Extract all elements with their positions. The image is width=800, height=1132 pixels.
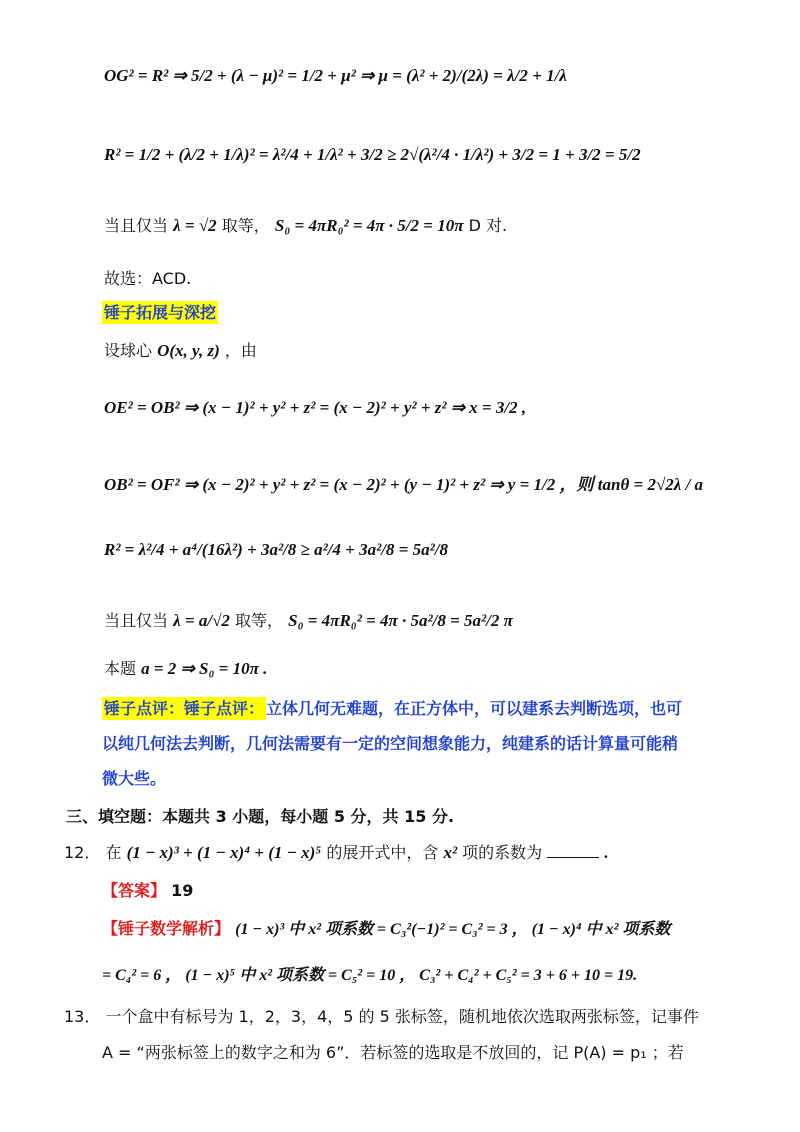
text: 取等， [221,216,270,235]
math: O(x, y, z) [157,341,220,360]
equation-text: OG² = R² ⇒ 5/2 + (λ − μ)² = 1/2 + μ² ⇒ μ = (λ² + 2)/(2λ) = λ/2 + 1/λ [104,66,567,85]
text: 在 [105,843,122,862]
answer-line [102,878,193,901]
analysis-line-1 [102,916,670,939]
question-number: 13． [64,1007,101,1026]
math: a = 2 ⇒ S₀ = 10π . [141,659,268,678]
equation-text: OB² = OF² ⇒ (x − 2)² + y² + z² = (x − 2)² + (y − 1)² + z² ⇒ y = 1/2 ，则 tanθ = 2√2λ / a [104,475,704,494]
section-heading-text: 三、填空题：本题共 3 小题，每小题 5 分，共 15 分. [66,807,455,826]
text: ，由 [224,341,257,360]
text: 设球心 [104,341,153,360]
review-line-1 [102,696,682,719]
equation-line-2 [104,145,641,165]
math: λ = a/√2 [173,611,230,630]
equation-line-6 [104,398,526,418]
text: 项的系数为 [462,843,543,862]
analysis-label: 【锤子数学解析】 [102,919,231,938]
equation-line-8 [104,540,448,560]
math: S₀ = 4πR₀² = 4π · 5a²/8 = 5a²/2 π [288,611,513,630]
section-3-heading [66,804,454,827]
equation-text: R² = λ²/4 + a⁴/(16λ²) + 3a²/8 ≥ a²/4 + 3a²/8 = 5a²/8 [104,540,448,559]
review-text: 立体几何无难题，在正方体中，可以建系去判断选项，也可 [266,699,683,718]
text: D 对. [468,216,508,235]
review-line-3 [102,766,166,789]
equation-text: OE² = OB² ⇒ (x − 1)² + y² + z² = (x − 2)² + y² + z² ⇒ x = 3/2 , [104,398,527,417]
heading-text: 锤子拓展与深挖 [104,303,217,322]
equality-condition-line-2 [104,608,513,631]
text: 当且仅当 [104,216,169,235]
analysis-text: (1 − x)³ 中 x² 项系数 = C₃²(−1)² = C₃² = 3 ， (1 − x)⁴ 中 x² 项系数 [235,921,671,938]
answer-label: 【答案】 [102,881,167,900]
analysis-line-2 [102,962,637,985]
question-number: 12． [64,843,101,862]
equation-text: R² = 1/2 + (λ/2 + 1/λ)² = λ²/4 + 1/λ² + 3/2 ≥ 2√(λ²/4 · 1/λ²) + 3/2 = 1 + 3/2 = 5/2 [104,145,641,164]
review-label: 锤子点评：锤子点评： [104,699,265,718]
review-text: 以纯几何法去判断，几何法需要有一定的空间想象能力，纯建系的话计算量可能稍 [102,734,679,753]
sphere-center-line [104,338,257,361]
text: . [604,843,609,862]
question-12 [64,840,609,863]
review-line-2 [102,731,678,754]
math: x² [443,843,458,862]
text: 取等， [235,611,284,630]
question-13-line-2 [102,1040,684,1063]
equation-line-1 [104,66,567,86]
equality-condition-line [104,213,507,236]
equation-line-7 [104,470,703,495]
this-problem-line [104,656,267,679]
text: 当且仅当 [104,611,169,630]
text: 的展开式中，含 [326,843,439,862]
question-text: A = “两张标签上的数字之和为 6”．若标签的选取是不放回的，记 P(A) = p₁ ；若 [102,1043,684,1062]
text: 故选：ACD. [104,269,192,288]
math: (1 − x)³ + (1 − x)⁴ + (1 − x)⁵ [126,843,322,862]
question-13-line-1 [64,1004,699,1027]
math: S₀ = 4πR₀² = 4π · 5/2 = 10π [274,216,464,235]
text: 本题 [104,659,137,678]
math: λ = √2 [173,216,217,235]
answer-value: 19 [171,881,194,900]
answer-blank [547,843,599,858]
analysis-text: = C₄² = 6 ， (1 − x)⁵ 中 x² 项系数 = C₅² = 10 ， C₃² + C₄² + C₅² = 3 + 6 + 10 = 19. [102,967,638,984]
review-text: 微大些。 [102,769,167,788]
question-text: 一个盒中有标号为 1，2，3，4，5 的 5 张标签，随机地依次选取两张标签，记事件 [105,1007,699,1026]
answer-choice-line [104,266,191,289]
section-heading-extension [102,300,218,323]
